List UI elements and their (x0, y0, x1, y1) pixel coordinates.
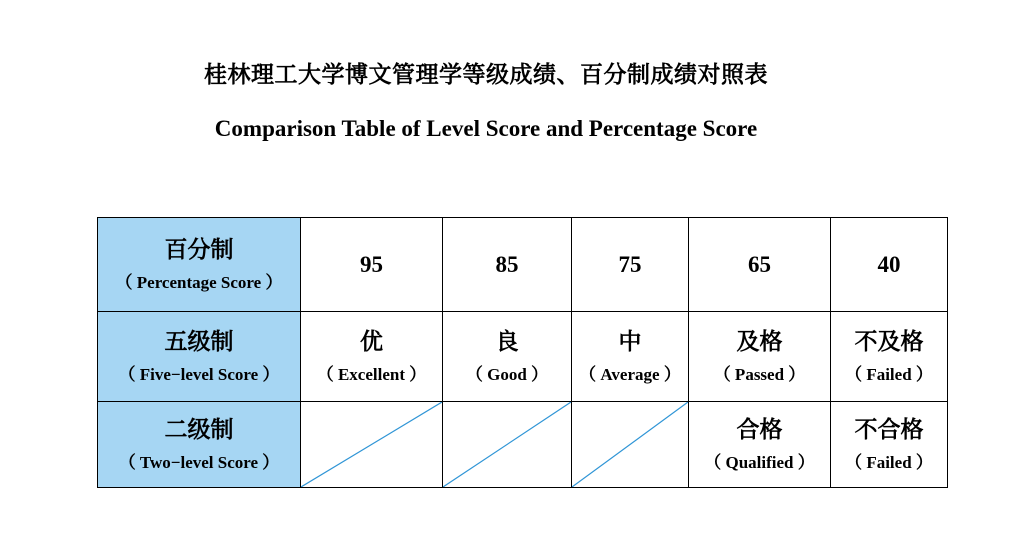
percentage-row (98, 218, 948, 312)
row-header-en: （ Five−level Score ） (118, 364, 280, 384)
grade-en: （ Failed ） (845, 452, 933, 472)
page-title-chinese: 桂林理工大学博文管理学等级成绩、百分制成绩对照表 (204, 61, 768, 88)
five-level-row-header (98, 312, 301, 402)
diagonal-slash (443, 402, 571, 487)
grade-en: （ Excellent ） (316, 364, 427, 384)
percentage-value: 75 (618, 251, 642, 277)
grade-cn: 优 (360, 327, 383, 355)
percentage-cell (831, 218, 948, 312)
row-header-en: （ Percentage Score ） (115, 272, 283, 292)
percentage-cell (689, 218, 831, 312)
percentage-row-header (98, 218, 301, 312)
five-level-row (98, 312, 948, 402)
percentage-value: 95 (360, 251, 383, 277)
empty-slash-cell (443, 402, 572, 488)
two-level-row (98, 402, 948, 488)
grade-en: （ Average ） (579, 364, 681, 384)
row-header-cn: 百分制 (164, 235, 234, 263)
diagonal-slash (572, 402, 688, 487)
two-level-cell (689, 402, 831, 488)
grade-cn: 良 (495, 327, 519, 355)
two-level-row-header (98, 402, 301, 488)
two-level-cell (831, 402, 948, 488)
grade-cn: 及格 (736, 327, 783, 355)
five-level-cell (443, 312, 572, 402)
row-header-cn: 五级制 (164, 327, 234, 355)
five-level-cell (301, 312, 443, 402)
diagonal-slash (301, 402, 442, 487)
empty-slash-cell (301, 402, 443, 488)
five-level-cell (831, 312, 948, 402)
percentage-value: 40 (877, 251, 901, 277)
percentage-cell (572, 218, 689, 312)
percentage-cell (301, 218, 443, 312)
grade-en: （ Passed ） (713, 364, 806, 384)
grade-en: （ Good ） (465, 364, 549, 384)
empty-slash-cell (572, 402, 689, 488)
five-level-cell (689, 312, 831, 402)
grade-cn: 中 (618, 327, 642, 355)
page-title-english: Comparison Table of Level Score and Percentage Score (214, 116, 758, 141)
percentage-value: 65 (748, 251, 771, 277)
five-level-cell (572, 312, 689, 402)
row-header-cn: 二级制 (164, 415, 234, 443)
grade-en: （ Qualified ） (704, 452, 815, 472)
grade-en: （ Failed ） (845, 364, 933, 384)
percentage-value: 85 (495, 251, 519, 277)
row-header-en: （ Two−level Score ） (118, 452, 280, 472)
score-comparison-table (97, 217, 948, 488)
grade-cn: 不合格 (854, 415, 924, 443)
grade-cn: 不及格 (854, 327, 924, 355)
grade-cn: 合格 (736, 415, 783, 443)
percentage-cell (443, 218, 572, 312)
